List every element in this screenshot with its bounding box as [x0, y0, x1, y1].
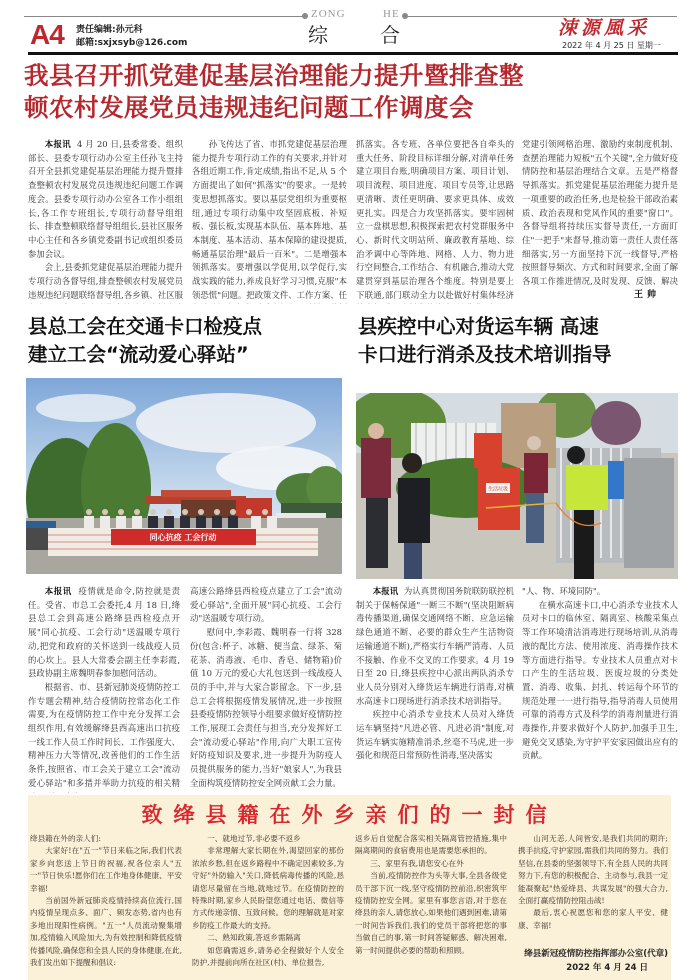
masthead-dot-right [402, 13, 408, 19]
cdc-article-column-1 [356, 585, 514, 793]
photo-bin-label: 生活垃圾 [487, 486, 509, 493]
masthead [0, 0, 700, 56]
issue-date: 2022 年 4 月 25 日 星期一 [562, 41, 661, 50]
paragraph: 会上,县委抓党建促基层治理能力提升专项行动各督导组,排查整顿农村发展党员违规违纪问题联络督导组,各乡镇、社区服 [28, 262, 183, 300]
dateline-label: 本报讯 [44, 586, 72, 596]
letter-signature-date: 2022 年 4 月 24 日 [566, 963, 648, 973]
section-char-right: 合 [380, 23, 400, 47]
paragraph: 如您确需返乡,请务必全程做好个人安全防护,并提前向所在社区(村)、单位报告, [192, 945, 344, 968]
letter-column-4 [518, 833, 668, 945]
paragraph: 在横水高速卡口,中心消杀专业技术人员对卡口的临休室、隔离室、核酸采集点等工作环境清洁消毒进行现场培训,从消毒液的配比方法、使用浓度、消毒操作技术等方面进行指导。专业技术人员重点对卡口产生的生活垃圾、医废垃圾的分类处置、消毒、收集、封扎、转运每个环节的规范处理一一进行指导,指导消毒人员使用可靠的消毒方式及科学的消毒剂量进行消毒操作,并要求做好个人防护,加强手卫生,避免交叉感染,为守护平安家园做出应有的贡献。 [522, 599, 678, 761]
paragraph: 为认真贯彻国务院联防联控机制关于保畅保通"一断三不断"(坚决阻断病毒传播渠道,确保交通网络不断、应急运输绿色通道不断、必要的群众生产生活物资运输通道不断),严格实行车辆严消毒、人员不接触、作业不交叉的工作要求。4 月 19 日至 20 日,绛县疾控中心派出两队消杀专业人员分别对入绛货运车辆进行消毒,对横水高速卡口现场进行消杀技术培训指导。 [356, 586, 514, 706]
cdc-disinfection-photo [356, 393, 678, 579]
byline: 王帅 [634, 290, 661, 300]
letter-column-3 [355, 833, 507, 979]
page-number: A4 [30, 19, 64, 50]
email-line: 邮箱:sxjxsyb@126.com [76, 38, 188, 48]
lead-article-column-3 [356, 138, 514, 304]
union-headline-line2: 建立工会“流动爱心驿站” [28, 343, 249, 366]
paragraph: 根据省、市、县新冠肺炎疫情防控工作专题会精神,结合疫情防控常态化工作需要,为在疫情防控工作中充分发挥工会组织作用,有效缓解绛县西高速出口抗疫一线工作人员工作时间长、工作强度大、精神压力大等情况,改善他们的工作生活条件,按照省、市工会关于建立工会"流动爱心驿站"和多措并举助力抗疫的相关精 [28, 681, 180, 788]
paragraph: 抓落实。各专班、各单位要把各自牵头的重大任务、阶段目标详细分解,对清单任务建立项目台账,明确项目方案、项目计划、项目流程、项目进度、项目专员等,让思路更清晰、责任更明确、要求更具体、成效更扎实。四是合力攻坚抓落实。要牢固树立一盘棋思想,积极探索把农村党群服务中心、新时代文明站所、廉政教育基地、综治矛调中心等阵地、网格、人力、物力进行空间整合,工作结合、有机融合,推动大党建贯穿到基层治理各个维度。特别是要上下联通,部门联动全力以赴做好村集体经济 [356, 139, 514, 300]
paragraph: 当前,疫情防控作为头等大事,全县各级党员干部下沉一线,坚守疫情防控前沿,织密筑牢疫情防控安全网。家里有事您言语,对于您在绛县的亲人,请您放心,如果他们遇到困难,请第一时间告诉我们,我们的党员干部将把您的事当做自己的事,第一时间答疑解惑、解决困难,第一时间提供必要的帮助和照顾。 [355, 871, 507, 955]
paragraph: 党建引领网格治理、激励约束制度机制、查摆治理能力短板"五个关键",全力做好疫情防控和基层治理结合文章。五是严格督导抓落实。抓党建促基层治理能力提升是一项重要的政治任务,也是检验干部政治素质、政治表现和党风作风的重要"窗口"。各督导组将持续压实督导责任,一方面盯住"一把手"来督导,推动第一责任人责任落细落实,另一方面坚持下沉一线督导,严格按照督导频次、方式和时间要求,全面了解各项工作推进情况,及时发现、反馈、解决 [522, 139, 678, 287]
union-article-column-2 [190, 585, 342, 793]
section-char-left: 综 [308, 23, 328, 47]
letter-subheading: 一、就地过节,非必要不返乡 [207, 834, 301, 843]
photo-banner-text: 同心抗疫 工会行动 [149, 533, 217, 542]
paragraph: 疾控中心消杀专业技术人员对入绛货运车辆坚持"凡进必管、凡进必消"制度,对货运车辆实施精准消杀,丝毫不马虎,进一步强化和规范日常预防性消毒,坚决落实 [356, 709, 514, 761]
paragraph: 山河无恙,人间皆安,是我们共同的期许;携手抗疫,守护家园,需我们共同的努力。我们坚信,在县委的坚强领导下,有全县人民的共同努力下,有您的积极配合、主动参与,我县一定能凝聚起"热爱绛县、共谋发展"的强大合力,全面打赢疫情防控阻击战! [518, 834, 668, 906]
union-article-column-1 [28, 585, 180, 793]
union-headline-line1: 县总工会在交通卡口检疫点 [28, 315, 263, 338]
letter-subheading: 二、熟知政策,答返乡需隔离 [207, 933, 301, 943]
letter-salutation: 绛县籍在外的亲人们: [30, 834, 101, 843]
letter-title: 致绛县籍在外乡亲们的一封信 [141, 803, 558, 827]
lead-headline-line2: 顿农村发展党员违规违纪问题工作调度会 [24, 93, 474, 122]
section-pinyin-left: ZONG [311, 8, 346, 20]
section-pinyin-right: HE [383, 8, 400, 20]
paragraph: 当前国外新冠肺炎疫情持续高位流行,国内疫情呈现点多、面广、频发态势,省内也有多地出现阳性病例。"五一"人员流动聚集增加,疫情输入风险加大,为有效控制和降低疫情传播风险,确保您和全县人民的身体健康,在此,我们发出如下提醒和倡议: [30, 896, 182, 968]
letter-column-2 [192, 833, 344, 979]
lead-headline [24, 60, 684, 124]
paragraph: 孙飞传达了省、市抓党建促基层治理能力提升专项行动工作的有关要求,并针对各组近期工作,肯定成绩,指出不足,从 5 个方面提出了如何"抓落实"的要求。一是转变思想抓落实。要以基层党组织为重要枢纽,通过专项行动集中攻坚固底板、补短板、强长板,实现基本队伍、基本阵地、基本制度、基本活动、基本保障的建设提质,畅通基层治理"最后一百米"。二是增强本领抓落实。要增强以学促用,以学促行,实战实践的能力,养成良好学习习惯,克服"本领恐慌"问题。把政策文件、工作方案、任 [192, 139, 347, 300]
letter-signature: 绛县新冠疫情防控指挥部办公室(代章) [524, 949, 668, 959]
dateline-label: 本报讯 [372, 586, 399, 596]
masthead-divider-left [24, 16, 304, 17]
masthead-rule [28, 52, 678, 55]
cdc-headline [358, 313, 688, 369]
lead-article-column-4 [522, 138, 678, 288]
paragraph: 非常理解大家长期在外,渴望回家的那份浓浓乡愁,但在返乡路程中不确定因素较多,为守好"外防输入"关口,降低病毒传播的风险,恳请您尽量留在当地,就地过节。在疫情防控的特殊时期,家乡人民盼望您通过电话、微信等方式传递亲情、互致问候。您的理解就是对家乡防疫工作最大的支持。 [192, 846, 344, 930]
paragraph: 慰问中,李彩霞、魏明春一行将 328 份(包含:杯子、冰糖、便当盒、绿茶、菊花茶、消毒液、毛巾、香皂、储物箱)价值 10 万元的爱心大礼包送到一线战疫人员的手中,并与大家合影留念。下一步,县总工会将根据疫情发展情况,进一步按照县委疫情防控领导小组要求做好疫情防控工作,展现工会责任与担当,充分发挥好工会"流动爱心驿站"作用,向广大职工宣传好防疫知识及要求,进一步提升为防疫人员提供服务的能力,当好"娘家人",为我县全面构筑疫情防控安全网贡献工会力量。 [190, 627, 342, 788]
dateline-label: 本报讯 [44, 139, 71, 149]
paragraph: 4 月 20 日,县委常委、组织部长、县委专项行动办公室主任孙飞主持召开全县抓党建促基层治理能力提升暨排查整顿农村发展党员违规违纪问题工作调度会。县委专项行动办公室各工作小组组长,各工作专班组长,专项行动督导组组长、排查整顿联络督导组组长,县社区服务中心主任和各乡镇党委副书记或组织委员参加会议。 [28, 139, 183, 259]
open-letter-box [28, 795, 671, 980]
editor-info [76, 24, 187, 50]
paper-name-logo: 涑源風采 [558, 17, 651, 39]
paragraph: 返乡后自觉配合落实相关隔离管控措施,集中隔离期间的食宿费用也是需要您承担的。 [355, 834, 507, 856]
paragraph: 最后,衷心祝愿您和您的家人平安、健康、幸福! [518, 908, 668, 930]
paragraph: "人、物、环境同防"。 [522, 586, 606, 596]
editor-line: 责任编辑:孙元科 [76, 25, 143, 35]
letter-subheading: 三、家里有我,请您安心在外 [370, 858, 464, 868]
paragraph: 高速公路绛县西检疫点建立了工会"流动爱心驿站",全面开展"同心抗疫、工会行动"送温暖专项行动。 [190, 586, 342, 624]
paragraph: 疫情就是命令,防控就是责任。受省、市总工会委托,4 月 18 日,绛县总工会到高速公路绛县西检疫点开展"同心抗疫、工会行动"送温暖专项行动,把党和政府的关怀送到一线战疫人员的心坎上。县人大常委会副主任李彩霞,县政协副主席魏明春参加慰问活动。 [28, 586, 180, 679]
union-group-photo [26, 378, 342, 574]
lead-article-column-1 [28, 138, 183, 304]
cdc-headline-line2: 卡口进行消杀及技术培训指导 [358, 343, 612, 366]
lead-headline-line1: 我县召开抓党建促基层治理能力提升暨排查整 [24, 61, 524, 90]
cdc-headline-line1: 县疾控中心对货运车辆 高速 [358, 315, 599, 338]
masthead-dot-left [302, 13, 308, 19]
letter-column-1 [30, 833, 182, 979]
union-headline [28, 313, 348, 369]
cdc-article-column-2 [522, 585, 678, 793]
paragraph: 大家好!在"五一"节日来临之际,我们代表家乡向您送上节日的祝福,祝各位亲人"五一"节日快乐!愿你们在工作地身体健康、平安幸福! [30, 846, 182, 893]
lead-article-column-2 [192, 138, 347, 304]
